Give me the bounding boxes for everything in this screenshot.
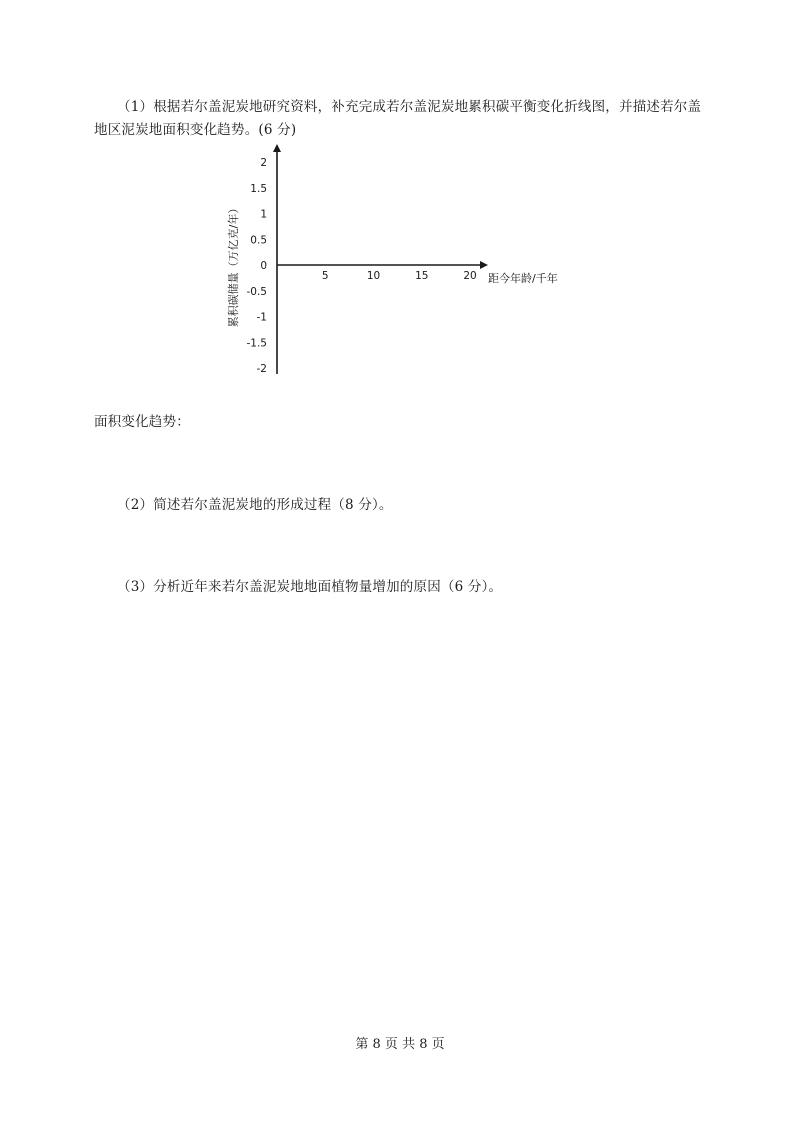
y-tick-label: 2 [260,157,267,169]
y-tick-label: -2 [256,363,267,375]
y-tick-label: -0.5 [246,285,267,298]
x-tick-label: 10 [366,270,381,282]
x-tick-label: 5 [321,270,329,282]
y-tick-label: -1 [256,311,267,324]
y-tick-label: 1.5 [250,182,267,195]
y-axis-label: 累积碳储量（万亿克/年） [227,202,240,328]
area-trend-label: 面积变化趋势： [94,414,190,430]
y-tick-label: -1.5 [246,337,267,350]
y-tick-label: 0.5 [250,234,267,247]
x-tick-label: 20 [463,270,477,282]
question-2-text: （2）简述若尔盖泥炭地的形成过程（8 分）。 [117,497,393,513]
carbon-balance-chart [220,140,580,380]
y-tick-label: 1 [260,208,267,221]
question-3-text: （3）分析近年来若尔盖泥炭地地面植物量增加的原因（6 分）。 [117,579,503,595]
y-tick-label: 0 [260,260,267,272]
question-1-text-line-1: （1）根据若尔盖泥炭地研究资料，补充完成若尔盖泥炭地累积碳平衡变化折线图，并描述若尔盖 [117,99,702,115]
question-1-text-line-2: 地区泥炭地面积变化趋势。(6 分) [94,122,297,138]
x-axis-label: 距今年龄/千年 [488,272,558,285]
x-tick-label: 15 [415,270,429,282]
page-footer: 第 8 页 共 8 页 [355,1037,445,1052]
